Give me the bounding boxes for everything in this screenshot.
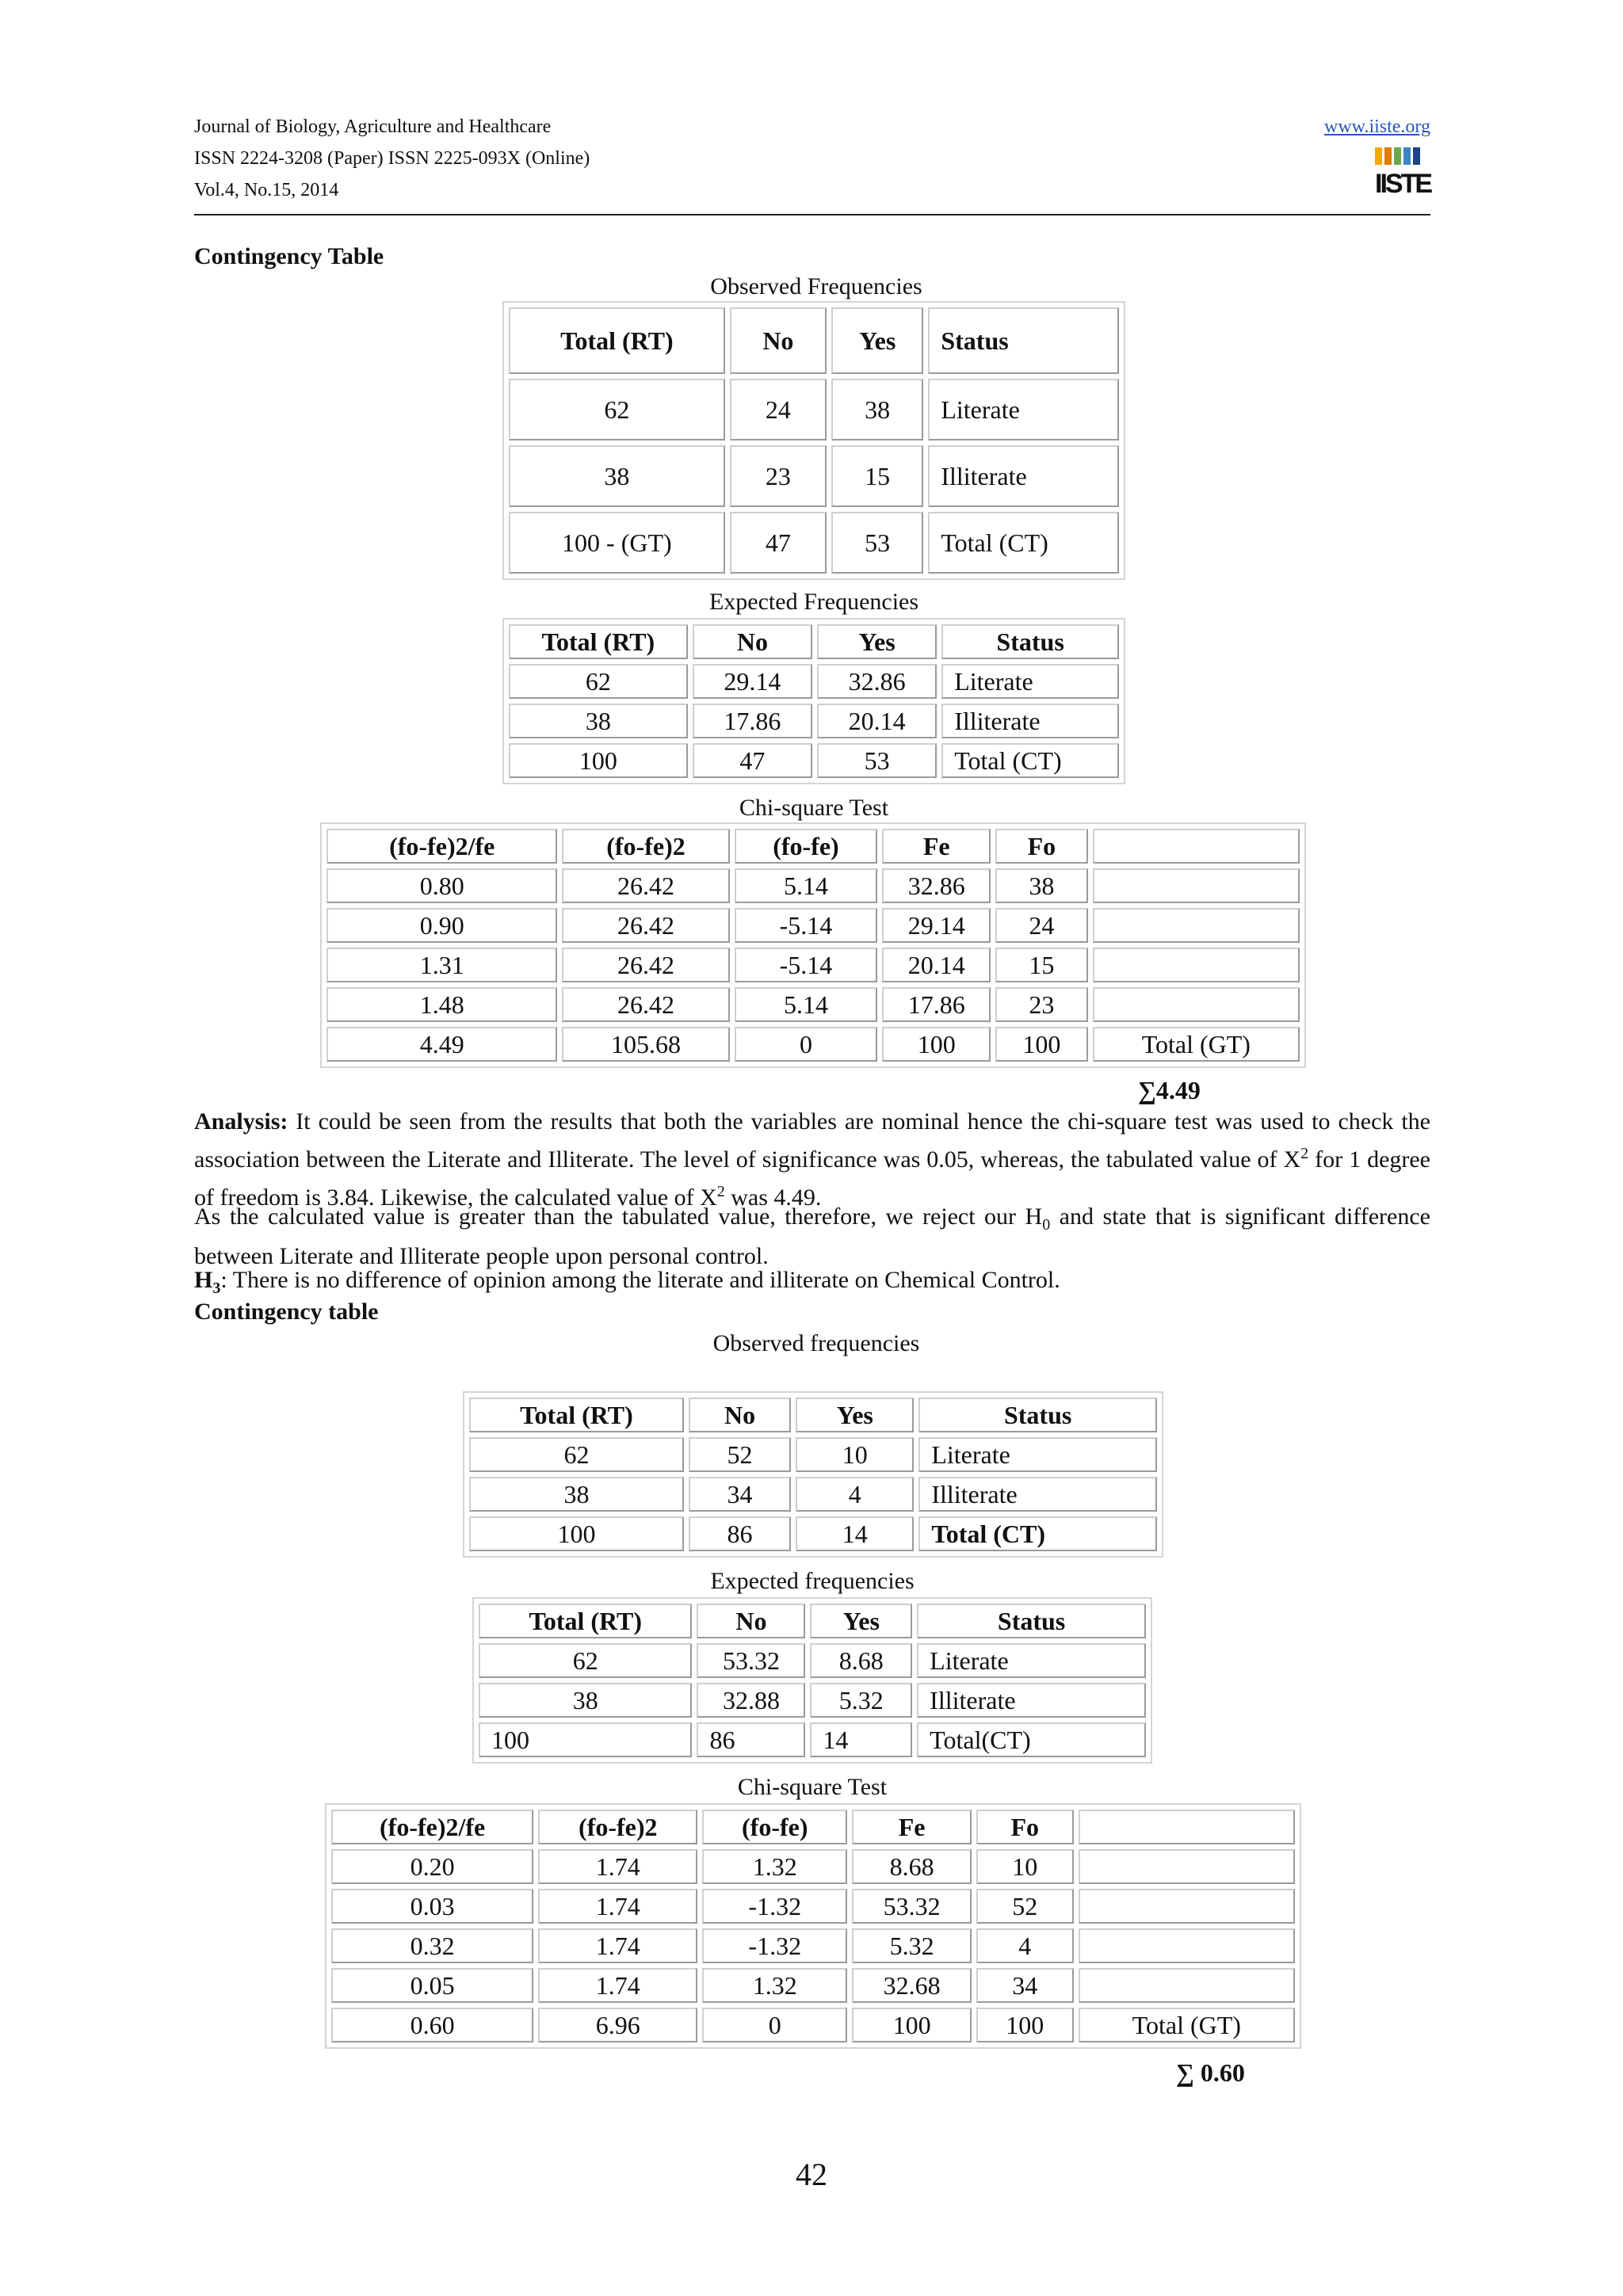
- table-cell: 62: [479, 1643, 692, 1678]
- table-cell: 100: [852, 2008, 972, 2042]
- section1-chi-table: [320, 822, 1306, 1068]
- table-cell: Total(CT): [917, 1722, 1146, 1757]
- table-cell: 38: [509, 445, 725, 507]
- section1-observed-table: [502, 301, 1125, 580]
- table-cell: 32.88: [697, 1683, 805, 1718]
- analysis-text-a: It could be seen from the results that both the variables are nominal hence the chi-square test was used to check the association between the Literate and Illiterate. The level of significance was 0.05, whereas, the tabulated value of X: [194, 1108, 1430, 1173]
- section1-chi-sum: ∑4.49: [1138, 1076, 1201, 1104]
- journal-issn: ISSN 2224-3208 (Paper) ISSN 2225-093X (Online): [194, 148, 590, 169]
- conclusion-text-b: and state that is significant difference between Literate and Illiterate people upon personal control.: [194, 1203, 1430, 1269]
- table-cell: Literate: [917, 1643, 1146, 1678]
- table-cell: [1093, 987, 1300, 1022]
- header-cell: [1079, 1810, 1295, 1844]
- analysis-text-b: for 1 degree of freedom is 3.84. Likewise, the calculated value of X: [194, 1146, 1431, 1211]
- analysis-text-c: was 4.49.: [724, 1184, 822, 1211]
- section2-chi-sum: ∑ 0.60: [1176, 2058, 1245, 2087]
- table-cell: 47: [730, 512, 827, 574]
- table-cell: 62: [509, 379, 725, 441]
- table-row: [469, 1437, 1157, 1472]
- table-row: [509, 445, 1119, 507]
- table-cell: [1079, 1849, 1295, 1884]
- table-cell: 24: [995, 908, 1088, 943]
- table-row: [469, 1477, 1157, 1512]
- table-cell: 0: [702, 2008, 847, 2042]
- table-cell: 8.68: [852, 1849, 972, 1884]
- section1-expected-caption: Expected Frequencies: [708, 589, 919, 615]
- table-cell: 10: [976, 1849, 1074, 1884]
- header-cell: Total (RT): [509, 624, 688, 659]
- table-cell: 29.14: [693, 664, 812, 699]
- table-cell: 6.96: [538, 2008, 697, 2042]
- table-cell: 0.03: [331, 1889, 533, 1924]
- header-cell: No: [693, 624, 812, 659]
- table-cell: 53: [831, 512, 923, 574]
- table-row: [509, 704, 1119, 738]
- table-cell: Illiterate: [941, 704, 1119, 738]
- table-cell: 0: [735, 1027, 878, 1062]
- table-row: [331, 1849, 1295, 1884]
- page-header: [194, 111, 1430, 215]
- table-cell: -1.32: [702, 1889, 847, 1924]
- table-cell: 105.68: [562, 1027, 729, 1062]
- section2-expected-caption: Expected frequencies: [710, 1568, 915, 1594]
- table-cell: [1079, 1928, 1295, 1963]
- header-cell: Yes: [810, 1604, 912, 1638]
- logo-wordmark: IISTE: [1375, 169, 1431, 199]
- h3-text: : There is no difference of opinion among the literate and illiterate on Chemical Control.: [220, 1267, 1060, 1293]
- table-header-row: [331, 1810, 1295, 1844]
- section1-observed-caption: Observed Frequencies: [710, 273, 922, 299]
- table-cell: 100: [509, 743, 688, 778]
- header-cell: Total (RT): [479, 1604, 692, 1638]
- table-header-row: [327, 829, 1300, 864]
- logo-bars-icon: [1375, 147, 1426, 165]
- analysis-conclusion: [194, 1201, 1430, 1272]
- table-cell: 38: [469, 1477, 684, 1512]
- journal-url-link[interactable]: www.iiste.org: [1324, 116, 1430, 137]
- table-cell: 5.32: [852, 1928, 972, 1963]
- header-cell: Yes: [831, 307, 923, 374]
- table-cell: Total (GT): [1093, 1027, 1300, 1062]
- table-cell: 26.42: [562, 908, 729, 943]
- table-row: [327, 987, 1300, 1022]
- table-cell: 14: [810, 1722, 912, 1757]
- table-row: [479, 1683, 1146, 1718]
- header-cell: Status: [918, 1398, 1157, 1432]
- table-cell: Total (CT): [941, 743, 1119, 778]
- table-cell: Illiterate: [918, 1477, 1157, 1512]
- analysis-label: Analysis:: [194, 1108, 288, 1135]
- table-cell: Literate: [918, 1437, 1157, 1472]
- section2-chi-table: [325, 1803, 1301, 2049]
- table-cell: 4: [796, 1477, 914, 1512]
- analysis-paragraph: [194, 1106, 1430, 1214]
- table-row: [479, 1643, 1146, 1678]
- header-cell: Fe: [852, 1810, 972, 1844]
- table-cell: [1079, 1968, 1295, 2003]
- table-row: [331, 2008, 1295, 2042]
- table-cell: 26.42: [562, 868, 729, 903]
- table-cell: 62: [509, 664, 688, 699]
- table-cell: 100 - (GT): [509, 512, 725, 574]
- section2-expected-table: [472, 1597, 1152, 1764]
- table-cell: 1.32: [702, 1968, 847, 2003]
- header-cell: No: [697, 1604, 805, 1638]
- h3-sub: 3: [212, 1280, 221, 1297]
- table-cell: 23: [730, 445, 827, 507]
- header-cell: (fo-fe): [735, 829, 878, 864]
- section2-chi-caption: Chi-square Test: [737, 1774, 888, 1800]
- header-cell: Yes: [796, 1398, 914, 1432]
- analysis-sup-2: 2: [716, 1183, 725, 1200]
- table-cell: 0.80: [327, 868, 557, 903]
- table-cell: 38: [509, 704, 688, 738]
- table-cell: 26.42: [562, 987, 729, 1022]
- table-cell: 0.60: [331, 2008, 533, 2042]
- table-cell: 0.05: [331, 1968, 533, 2003]
- table-cell: 8.68: [810, 1643, 912, 1678]
- header-cell: No: [689, 1398, 791, 1432]
- table-cell: 100: [479, 1722, 692, 1757]
- table-cell: Illiterate: [928, 445, 1119, 507]
- conclusion-sub: 0: [1042, 1216, 1051, 1234]
- table-header-row: [479, 1604, 1146, 1638]
- table-cell: 38: [831, 379, 923, 441]
- table-cell: 5.14: [735, 868, 878, 903]
- header-cell: No: [730, 307, 827, 374]
- table-cell: 53.32: [697, 1643, 805, 1678]
- table-row: [509, 743, 1119, 778]
- table-cell: 1.48: [327, 987, 557, 1022]
- table-header-row: [509, 624, 1119, 659]
- table-cell: [1093, 948, 1300, 982]
- table-cell: 1.74: [538, 1889, 697, 1924]
- table-cell: [1093, 868, 1300, 903]
- table-cell: 14: [796, 1516, 914, 1551]
- table-row: [331, 1968, 1295, 2003]
- table-cell: 24: [730, 379, 827, 441]
- table-cell: 1.74: [538, 1849, 697, 1884]
- table-cell: 4.49: [327, 1027, 557, 1062]
- header-cell: [1093, 829, 1300, 864]
- table-header-row: [469, 1398, 1157, 1432]
- table-cell: 100: [976, 2008, 1074, 2042]
- table-cell: 1.31: [327, 948, 557, 982]
- header-cell: Total (RT): [469, 1398, 684, 1432]
- table-row: [509, 512, 1119, 574]
- table-row: [327, 948, 1300, 982]
- table-cell: Total (CT): [918, 1516, 1157, 1551]
- table-cell: 1.74: [538, 1968, 697, 2003]
- table-cell: 0.20: [331, 1849, 533, 1884]
- table-cell: Total (GT): [1079, 2008, 1295, 2042]
- header-cell: Status: [941, 624, 1119, 659]
- table-row: [509, 379, 1119, 441]
- table-cell: 10: [796, 1437, 914, 1472]
- table-cell: 47: [693, 743, 812, 778]
- table-cell: 32.68: [852, 1968, 972, 2003]
- table-row: [327, 908, 1300, 943]
- section1-expected-table: [502, 618, 1125, 784]
- section1-chi-caption: Chi-square Test: [739, 795, 889, 821]
- table-row: [331, 1928, 1295, 1963]
- header-cell: (fo-fe)2/fe: [331, 1810, 533, 1844]
- table-row: [331, 1889, 1295, 1924]
- table-cell: -1.32: [702, 1928, 847, 1963]
- header-cell: Yes: [817, 624, 937, 659]
- table-row: [509, 664, 1119, 699]
- table-cell: 62: [469, 1437, 684, 1472]
- table-cell: 100: [995, 1027, 1088, 1062]
- table-cell: 1.32: [702, 1849, 847, 1884]
- section1-heading: Contingency Table: [194, 243, 384, 269]
- table-cell: 17.86: [882, 987, 991, 1022]
- table-row: [327, 1027, 1300, 1062]
- table-cell: 26.42: [562, 948, 729, 982]
- header-cell: (fo-fe)2: [538, 1810, 697, 1844]
- table-row: [479, 1722, 1146, 1757]
- table-cell: 0.32: [331, 1928, 533, 1963]
- header-cell: Fo: [995, 829, 1088, 864]
- header-cell: Status: [917, 1604, 1146, 1638]
- table-cell: 20.14: [817, 704, 937, 738]
- conclusion-text-a: As the calculated value is greater than the tabulated value, therefore, we reject our H: [194, 1203, 1043, 1230]
- table-cell: -5.14: [735, 908, 878, 943]
- header-cell: (fo-fe): [702, 1810, 847, 1844]
- header-cell: Fo: [976, 1810, 1074, 1844]
- table-cell: 4: [976, 1928, 1074, 1963]
- table-cell: 1.74: [538, 1928, 697, 1963]
- h3-label: H: [194, 1267, 213, 1293]
- table-cell: 23: [995, 987, 1088, 1022]
- table-header-row: [509, 307, 1119, 374]
- table-cell: 34: [976, 1968, 1074, 2003]
- table-cell: 0.90: [327, 908, 557, 943]
- table-cell: [1079, 1889, 1295, 1924]
- table-cell: 86: [697, 1722, 805, 1757]
- section2-observed-caption: Observed frequencies: [712, 1330, 920, 1356]
- section2-observed-table: [463, 1391, 1163, 1558]
- analysis-sup-1: 2: [1300, 1145, 1309, 1162]
- table-cell: [1093, 908, 1300, 943]
- table-cell: 15: [995, 948, 1088, 982]
- journal-title: Journal of Biology, Agriculture and Healthcare: [194, 116, 552, 137]
- table-cell: 5.14: [735, 987, 878, 1022]
- header-cell: Fe: [882, 829, 991, 864]
- hypothesis-h3: [194, 1264, 1430, 1304]
- table-cell: 38: [995, 868, 1088, 903]
- header-cell: (fo-fe)2/fe: [327, 829, 557, 864]
- iiste-logo: [1375, 144, 1431, 208]
- table-cell: 100: [882, 1027, 991, 1062]
- header-cell: Status: [928, 307, 1119, 374]
- table-cell: 34: [689, 1477, 791, 1512]
- table-cell: 29.14: [882, 908, 991, 943]
- table-cell: 53: [817, 743, 937, 778]
- table-cell: 52: [689, 1437, 791, 1472]
- table-cell: Total (CT): [928, 512, 1119, 574]
- table-cell: 100: [469, 1516, 684, 1551]
- table-cell: Literate: [941, 664, 1119, 699]
- table-cell: 20.14: [882, 948, 991, 982]
- table-cell: Illiterate: [917, 1683, 1146, 1718]
- table-cell: 86: [689, 1516, 791, 1551]
- table-cell: 38: [479, 1683, 692, 1718]
- table-cell: 53.32: [852, 1889, 972, 1924]
- table-row: [327, 868, 1300, 903]
- table-cell: 17.86: [693, 704, 812, 738]
- table-cell: 52: [976, 1889, 1074, 1924]
- table-cell: -5.14: [735, 948, 878, 982]
- header-cell: (fo-fe)2: [562, 829, 729, 864]
- table-cell: 32.86: [882, 868, 991, 903]
- table-cell: 32.86: [817, 664, 937, 699]
- table-cell: Literate: [928, 379, 1119, 441]
- journal-volume: Vol.4, No.15, 2014: [194, 180, 339, 200]
- header-cell: Total (RT): [509, 307, 725, 374]
- table-cell: 15: [831, 445, 923, 507]
- table-row: [469, 1516, 1157, 1551]
- table-cell: 5.32: [810, 1683, 912, 1718]
- page-number: 42: [796, 2157, 827, 2192]
- section2-heading: Contingency table: [194, 1299, 379, 1325]
